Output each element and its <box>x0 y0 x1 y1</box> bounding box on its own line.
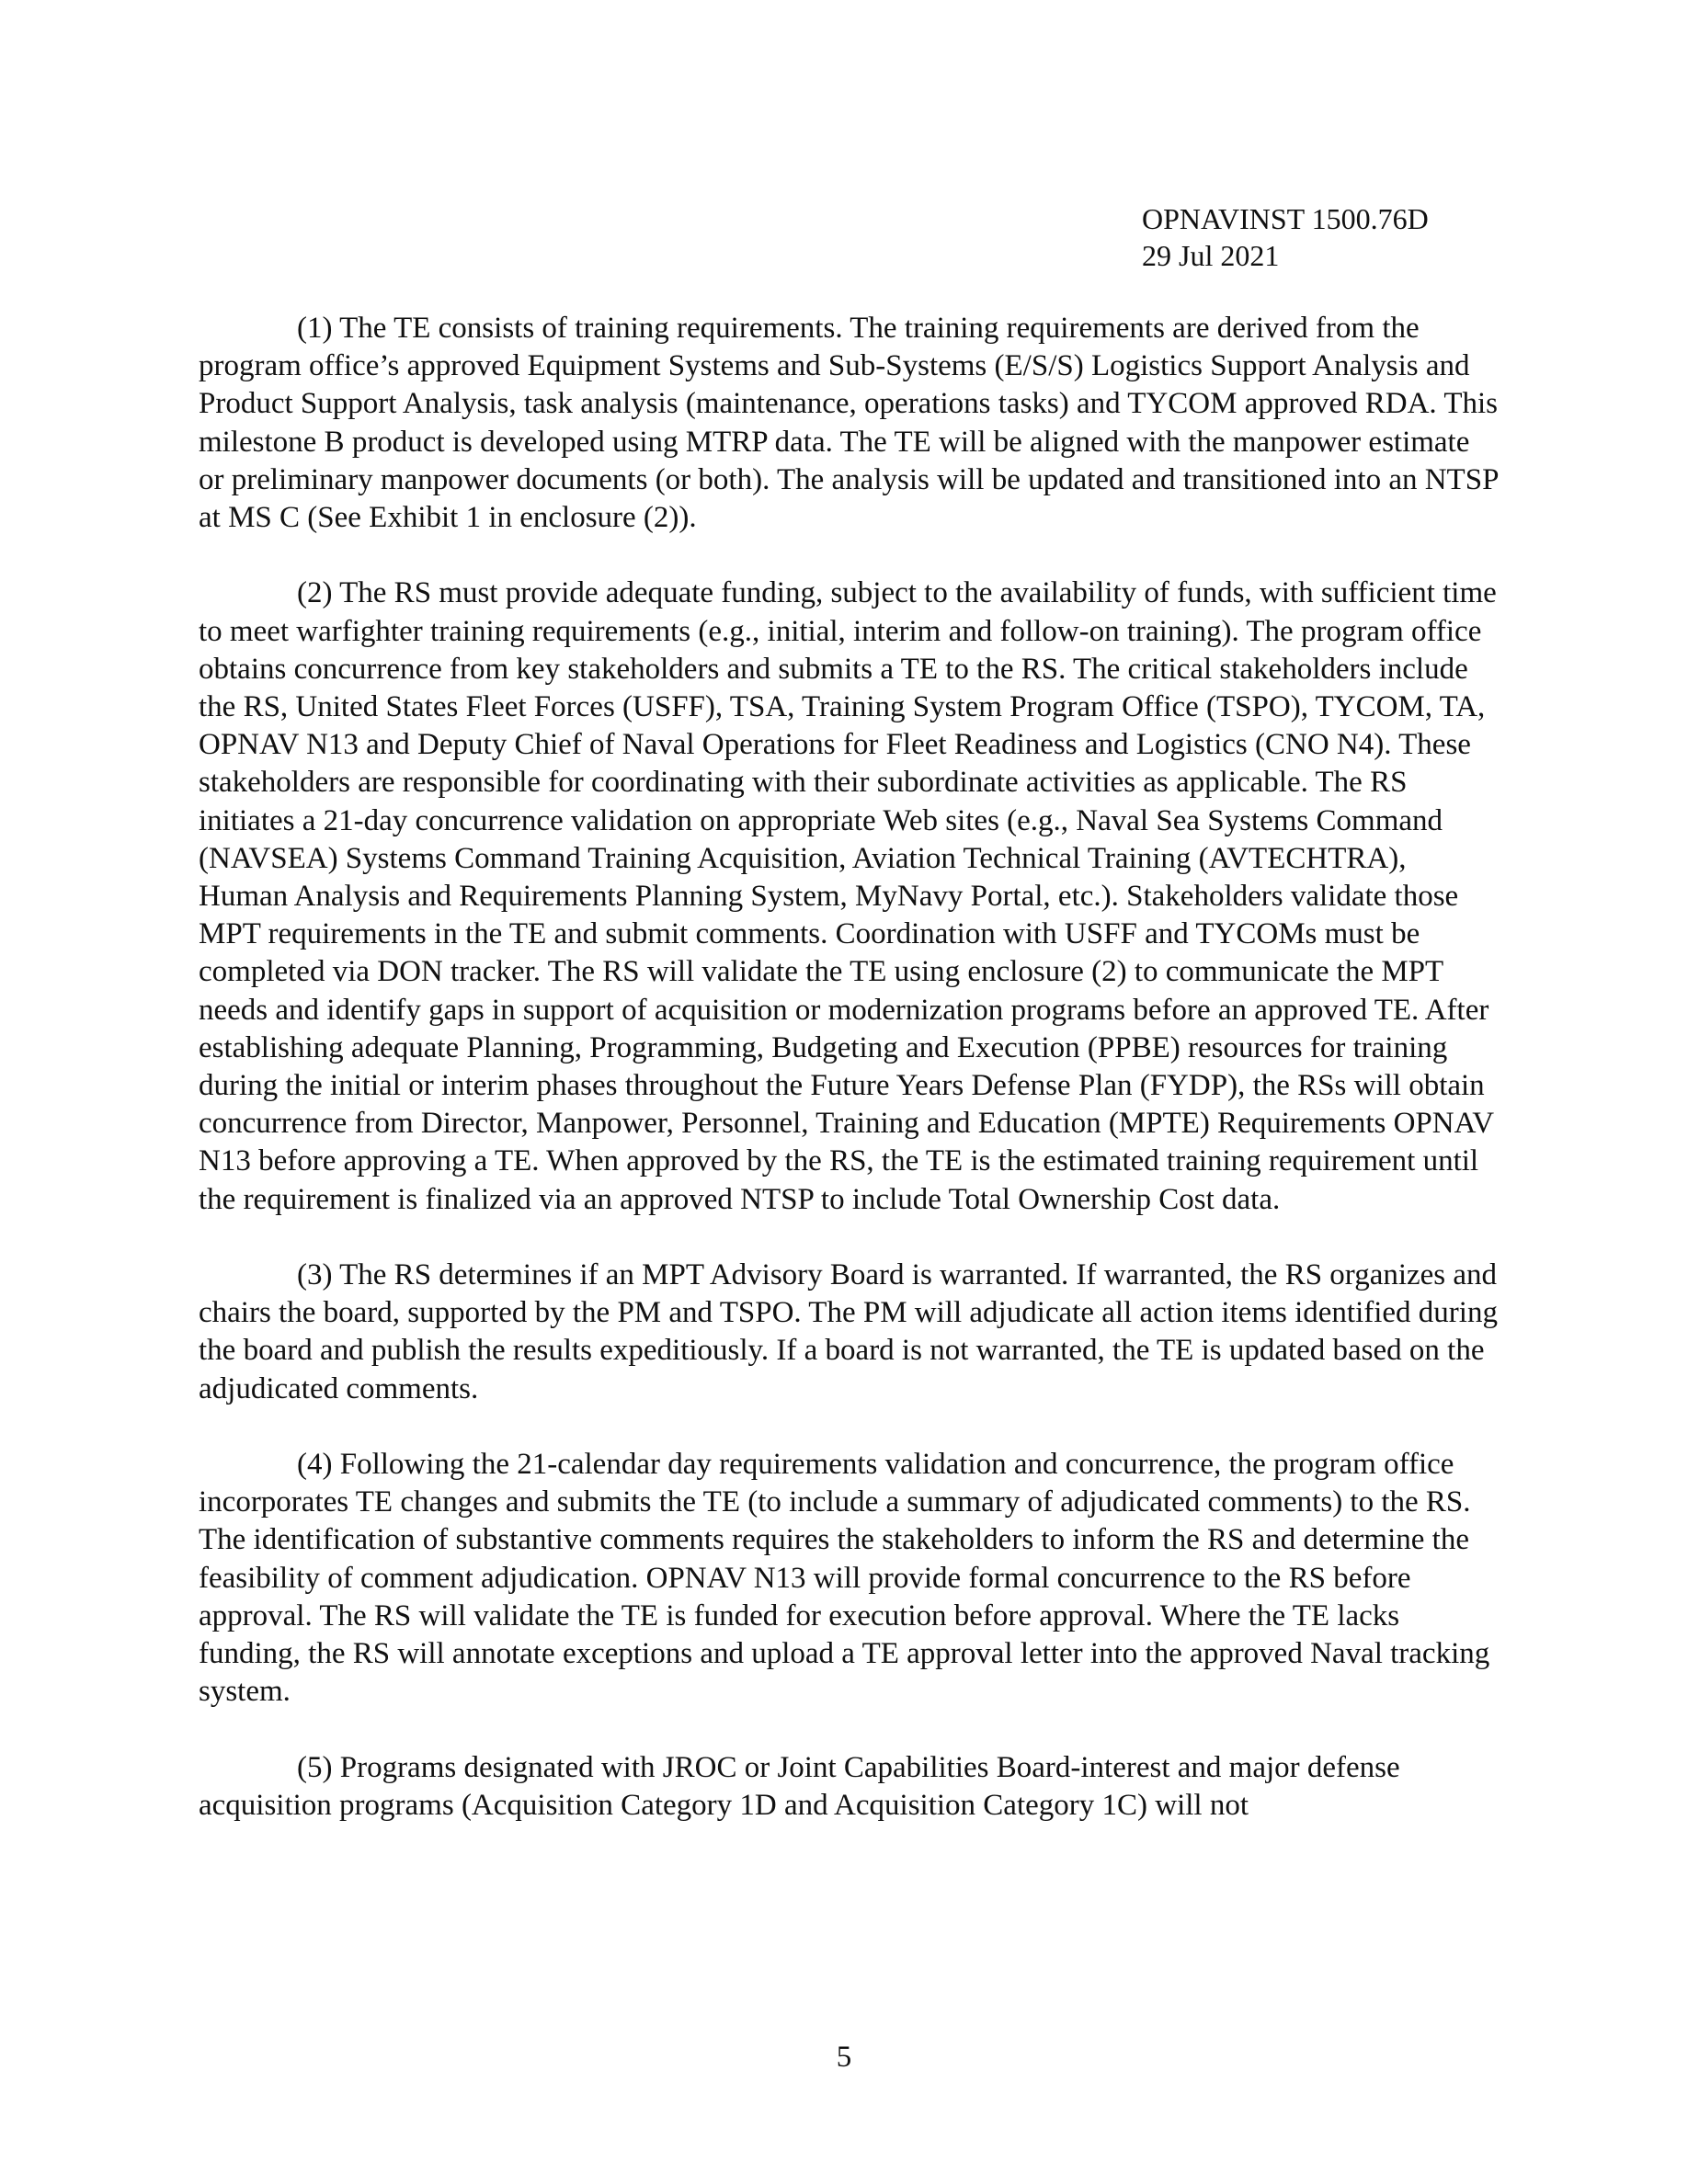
page-number: 5 <box>836 2041 852 2074</box>
document-header <box>1142 200 1429 274</box>
instruction-date: 29 Jul 2021 <box>1142 239 1280 272</box>
paragraph-5: (5) Programs designated with JROC or Joint Capabilities Board-interest and major defense acquisition programs (Acquisition Category 1D and Acquisition Category 1C) will not <box>199 1750 1400 1822</box>
document-body <box>199 310 1502 1862</box>
paragraph-3: (3) The RS determines if an MPT Advisory Board is warranted. If warranted, the RS organizes and chairs the board, supported by the PM and TSPO. The PM will adjudicate all action items identified during the board and publish the results expeditiously. If a board is not warranted, the TE is updated based on the adjudicated comments. <box>199 1258 1498 1405</box>
paragraph-4: (4) Following the 21-calendar day requirements validation and concurrence, the program office incorporates TE changes and submits the TE (to include a summary of adjudicated comments) to the RS. The identification of substantive comments requires the stakeholders to inform the RS and determine the feasibility of comment adjudication. OPNAV N13 will provide formal concurrence to the RS before approval. The RS will validate the TE is funded for execution before approval. Where the TE lacks funding, the RS will annotate exceptions and upload a TE approval letter into the approved Naval tracking system. <box>199 1448 1490 1709</box>
paragraph-1: (1) The TE consists of training requirements. The training requirements are derived from the program office’s approved Equipment Systems and Sub-Systems (E/S/S) Logistics Support Analysis and Product Support Analysis, task analysis (maintenance, operations tasks) and TYCOM approved RDA. This milestone B product is developed using MTRP data. The TE will be aligned with the manpower estimate or preliminary manpower documents (or both). The analysis will be updated and transitioned into an NTSP at MS C (See Exhibit 1 in enclosure (2)). <box>199 312 1499 535</box>
instruction-number: OPNAVINST 1500.76D <box>1142 202 1429 235</box>
paragraph-2: (2) The RS must provide adequate funding, subject to the availability of funds, with sufficient time to meet warfighter training requirements (e.g., initial, interim and follow-on training). The program office obtains concurrence from key stakeholders and submits a TE to the RS. The critical stakeholders include the RS, United States Fleet Forces (USFF), TSA, Training System Program Office (TSPO), TYCOM, TA, OPNAV N13 and Deputy Chief of Naval Operations for Fleet Readiness and Logistics (CNO N4). These stakeholders are responsible for coordinating with their subordinate activities as applicable. The RS initiates a 21-day concurrence validation on appropriate Web sites (e.g., Naval Sea Systems Command (NAVSEA) Systems Command Training Acquisition, Aviation Technical Training (AVTECHTRA), Human Analysis and Requirements Planning System, MyNavy Portal, etc.). Stakeholders validate those MPT requirements in the TE and submit comments. Coordination with USFF and TYCOMs must be completed via DON tracker. The RS will validate the TE using enclosure (2) to communicate the MPT needs and identify gaps in support of acquisition or modernization programs before an approved TE. After establishing adequate Planning, Programming, Budgeting and Execution (PPBE) resources for training during the initial or interim phases throughout the Future Years Defense Plan (FYDP), the RSs will obtain concurrence from Director, Manpower, Personnel, Training and Education (MPTE) Requirements OPNAV N13 before approving a TE. When approved by the RS, the TE is the estimated training requirement until the requirement is finalized via an approved NTSP to include Total Ownership Cost data. <box>199 576 1497 1216</box>
